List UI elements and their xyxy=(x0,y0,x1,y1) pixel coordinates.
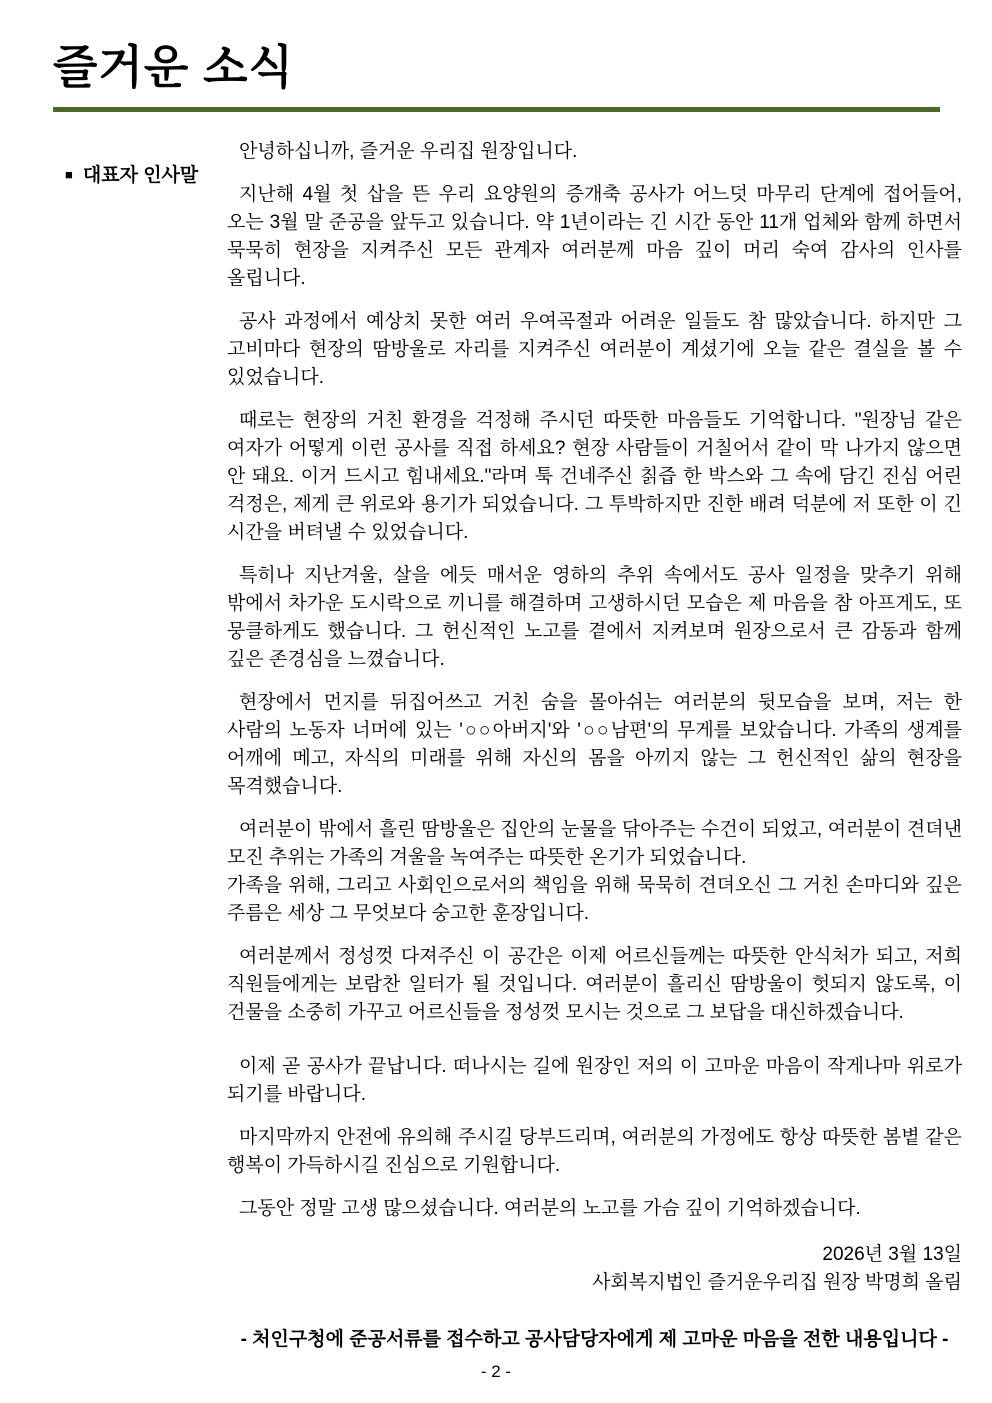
letter-section xyxy=(53,138,962,1382)
section-label-column xyxy=(53,138,227,1382)
letter-body-column xyxy=(227,138,962,1382)
paragraph: 공사 과정에서 예상치 못한 여러 우여곡절과 어려운 일들도 참 많았습니다. 하지만 그 고비마다 현장의 땀방울로 자리를 지켜주신 여러분이 계셨기에 오늘 같은 결실을 볼 수 있었습니다. xyxy=(227,311,962,389)
letter-closing xyxy=(227,1241,962,1297)
paragraph: 현장에서 먼지를 뒤집어쓰고 거친 숨을 몰아쉬는 여러분의 뒷모습을 보며, 저는 한 사람의 노동자 너머에 있는 '○○아버지'와 '○○남편'의 무게를 보았습니다. 가족의 생계를 어깨에 메고, 자식의 미래를 위해 자신의 몸을 아끼지 않는 그 헌신적인 삶의 현장을 목격했습니다. xyxy=(227,692,962,798)
paragraph: 그동안 정말 고생 많으셨습니다. 여러분의 노고를 가슴 깊이 기억하겠습니다. xyxy=(239,1198,861,1220)
paragraph: 때로는 현장의 거친 환경을 걱정해 주시던 따뜻한 마음들도 기억합니다. "원장님 같은 여자가 어떻게 이런 공사를 직접 하세요? 현장 사람들이 거칠어서 같이 막 나가지 않으면 안 돼요. 이거 드시고 힘내세요."라며 툭 건네주신 칡즙 한 박스와 그 속에 담긴 진심 어린 걱정은, 제게 큰 위로와 용기가 되었습니다. 그 투박하지만 진한 배려 덕분에 저 또한 이 긴 시간을 버텨낼 수 있었습니다. xyxy=(227,410,962,544)
paragraph: 안녕하십니까, 즐거운 우리집 원장입니다. xyxy=(239,141,578,163)
letter-date: 2026년 3월 13일 xyxy=(822,1244,962,1266)
paragraph: 가족을 위해, 그리고 사회인으로서의 책임을 위해 묵묵히 견뎌오신 그 거친 손마디와 깊은 주름은 세상 그 무엇보다 숭고한 훈장입니다. xyxy=(227,875,962,925)
page-title: 즐거운 소식 xyxy=(53,41,294,93)
square-bullet-icon: ■ xyxy=(65,167,73,183)
title-divider xyxy=(53,107,940,112)
footer-note: - 처인구청에 준공서류를 접수하고 공사담당자에게 제 고마운 마음을 전한 내용입니다 - xyxy=(240,1329,949,1351)
paragraph: 지난해 4월 첫 삽을 뜬 우리 요양원의 증개축 공사가 어느덧 마무리 단계에 접어들어, 오는 3월 말 준공을 앞두고 있습니다. 약 1년이라는 긴 시간 동안 11개 업체와 함께 하면서 묵묵히 현장을 지켜주신 모든 관계자 여러분께 마음 깊이 머리 숙여 감사의 인사를 올립니다. xyxy=(227,184,962,290)
paragraph: 특히나 지난겨울, 살을 에듯 매서운 영하의 추위 속에서도 공사 일정을 맞추기 위해 밖에서 차가운 도시락으로 끼니를 해결하며 고생하시던 모습은 제 마음을 참 아프게도, 또 뭉클하게도 했습니다. 그 헌신적인 노고를 곁에서 지켜보며 원장으로서 큰 감동과 함께 깊은 존경심을 느꼈습니다. xyxy=(227,565,962,671)
letter-paragraphs xyxy=(227,138,962,1223)
section-label xyxy=(53,160,227,187)
paragraph: 여러분께서 정성껏 다져주신 이 공간은 이제 어르신들께는 따뜻한 안식처가 되고, 저희 직원들에게는 보람찬 일터가 될 것입니다. 여러분이 흘리신 땀방울이 헛되지 않도록, 이 건물을 소중히 가꾸고 어르신들을 정성껏 모시는 것으로 그 보답을 대신하겠습니다. xyxy=(227,946,962,1024)
paragraph: 마지막까지 안전에 유의해 주시길 당부드리며, 여러분의 가정에도 항상 따뜻한 봄볕 같은 행복이 가득하시길 진심으로 기원합니다. xyxy=(227,1127,962,1177)
letter-signature: 사회복지법인 즐거운우리집 원장 박명희 올림 xyxy=(592,1272,962,1294)
page-number: - 2 - xyxy=(480,1362,512,1382)
paragraph: 이제 곧 공사가 끝납니다. 떠나시는 길에 원장인 저의 이 고마운 마음이 작게나마 위로가 되기를 바랍니다. xyxy=(227,1056,962,1106)
section-label-text: 대표자 인사말 xyxy=(82,165,199,187)
paragraph: 여러분이 밖에서 흘린 땀방울은 집안의 눈물을 닦아주는 수건이 되었고, 여러분이 견뎌낸 모진 추위는 가족의 겨울을 녹여주는 따뜻한 온기가 되었습니다. xyxy=(227,819,962,869)
